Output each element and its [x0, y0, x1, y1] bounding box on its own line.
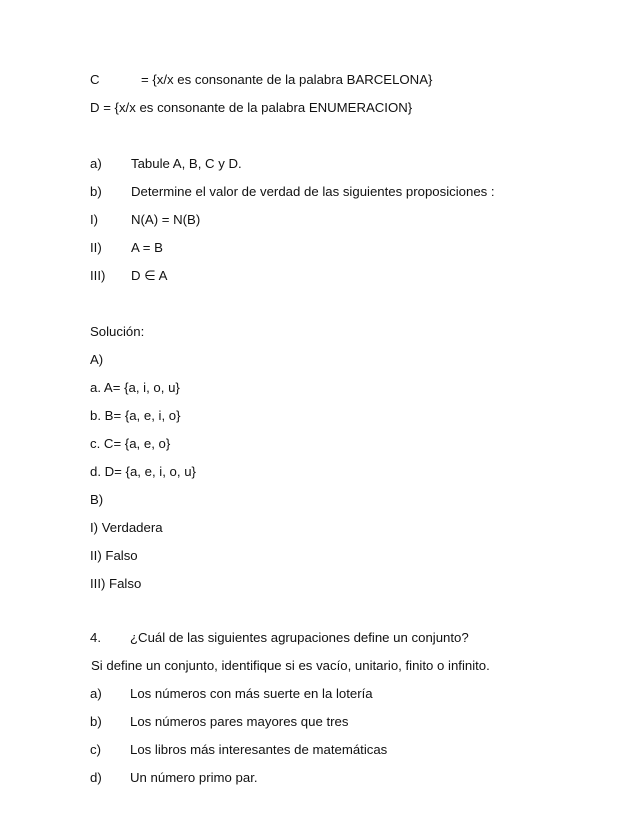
option-d-text: Un número primo par.	[130, 770, 258, 785]
instruction-b-label: b)	[90, 184, 102, 199]
option-a-text: Los números con más suerte en la lotería	[130, 686, 373, 701]
set-c-label: C	[90, 72, 100, 87]
question-4-number: 4.	[90, 630, 101, 645]
set-d-definition: D = {x/x es consonante de la palabra ENUMERACION}	[90, 100, 413, 115]
solution-set-c: c. C= {a, e, o}	[90, 436, 171, 451]
proposition-3-label: III)	[90, 268, 106, 283]
set-c-definition: = {x/x es consonante de la palabra BARCELONA}	[141, 72, 433, 87]
instruction-b-text: Determine el valor de verdad de las siguientes proposiciones :	[131, 184, 495, 199]
solution-set-b: b. B= {a, e, i, o}	[90, 408, 181, 423]
instruction-a-label: a)	[90, 156, 102, 171]
solution-part-b-label: B)	[90, 492, 104, 507]
proposition-3-text: D ∈ A	[131, 268, 168, 283]
option-c-text: Los libros más interesantes de matemáticas	[130, 742, 388, 757]
option-b-label: b)	[90, 714, 102, 729]
solution-answer-2: II) Falso	[90, 548, 138, 563]
proposition-2-text: A = B	[131, 240, 163, 255]
solution-heading: Solución:	[90, 324, 145, 339]
solution-part-a-label: A)	[90, 352, 104, 367]
option-c-label: c)	[90, 742, 101, 757]
option-d-label: d)	[90, 770, 102, 785]
proposition-1-text: N(A) = N(B)	[131, 212, 201, 227]
proposition-2-label: II)	[90, 240, 102, 255]
question-4-text: ¿Cuál de las siguientes agrupaciones define un conjunto?	[130, 630, 469, 645]
question-4-subtext: Si define un conjunto, identifique si es vacío, unitario, finito o infinito.	[91, 658, 490, 673]
solution-answer-1: I) Verdadera	[90, 520, 163, 535]
solution-set-d: d. D= {a, e, i, o, u}	[90, 464, 196, 479]
solution-answer-3: III) Falso	[90, 576, 142, 591]
proposition-1-label: I)	[90, 212, 99, 227]
solution-set-a: a. A= {a, i, o, u}	[90, 380, 180, 395]
option-b-text: Los números pares mayores que tres	[130, 714, 349, 729]
instruction-a-text: Tabule A, B, C y D.	[131, 156, 242, 171]
option-a-label: a)	[90, 686, 102, 701]
